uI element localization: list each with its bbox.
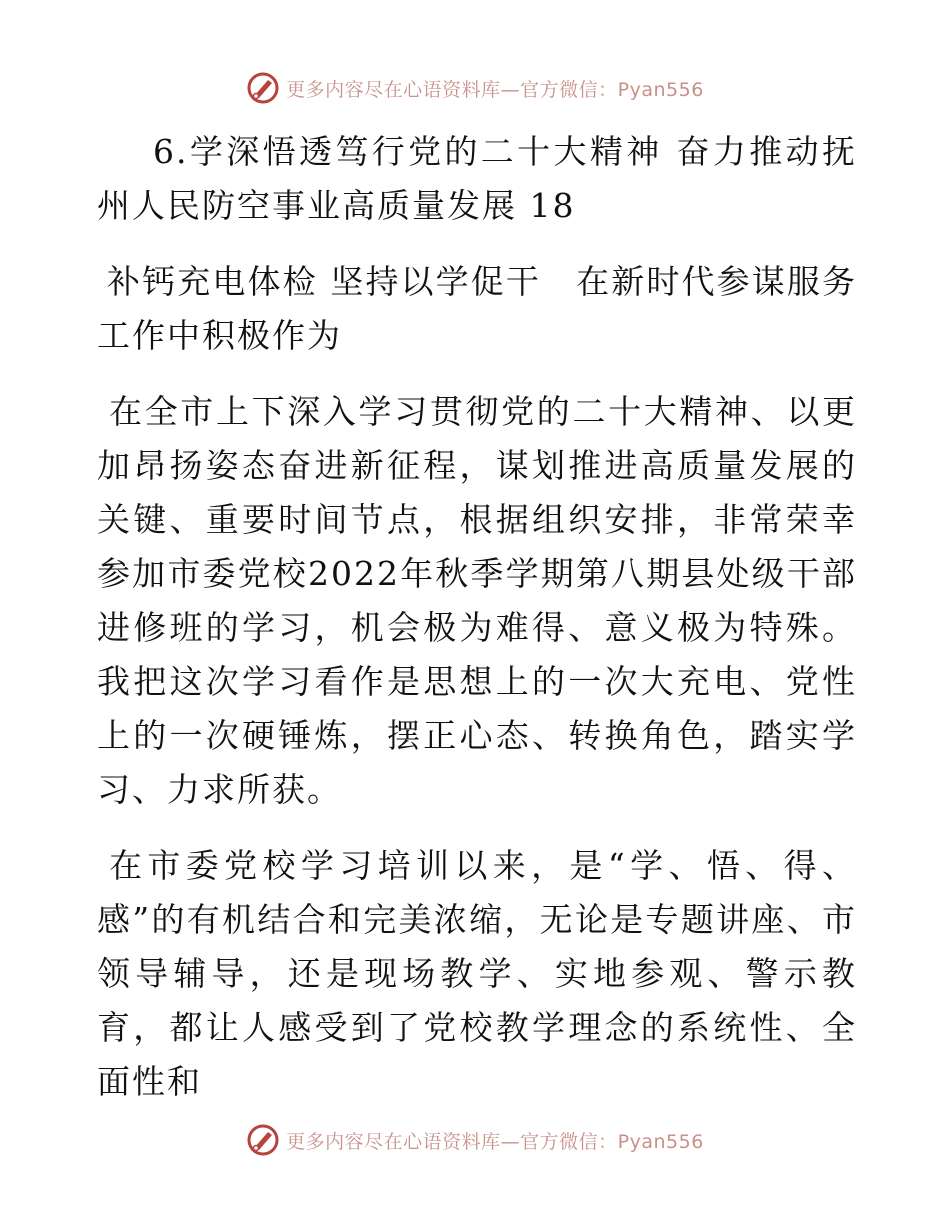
watermark-logo-icon — [246, 1123, 280, 1157]
body-paragraph: 在全市上下深入学习贯彻党的二十大精神、以更加昂扬姿态奋进新征程，谋划推进高质量发展的关键、重要时间节点，根据组织安排，非常荣幸参加市委党校2022年秋季学期第八期县处级干部进修班的学习，机会极为难得、意义极为特殊。我把这次学习看作是思想上的一次大充电、党性上的一次硬锤炼，摆正心态、转换角色，踏实学习、力求所获。 — [97, 392, 857, 809]
heading-title: 6.学深悟透笃行党的二十大精神 奋力推动抚州人民防空事业高质量发展 18 — [97, 132, 857, 225]
watermark-text: 更多内容尽在心语资料库—官方微信：Pyan556 — [286, 78, 704, 101]
document-body — [97, 125, 857, 1131]
body-paragraph: 在市委党校学习培训以来，是“学、悟、得、感”的有机结合和完美浓缩，无论是专题讲座、市领导辅导，还是现场教学、实地参观、警示教育，都让人感受到了党校教学理念的系统性、全面性和 — [97, 846, 857, 1101]
watermark-text: 更多内容尽在心语资料库—官方微信：Pyan556 — [286, 1130, 704, 1153]
watermark-header — [0, 68, 950, 108]
watermark-footer — [0, 1120, 950, 1160]
watermark-logo-icon — [246, 71, 280, 105]
heading-subtitle: 补钙充电体检 坚持以学促干 在新时代参谋服务工作中积极作为 — [97, 262, 857, 355]
